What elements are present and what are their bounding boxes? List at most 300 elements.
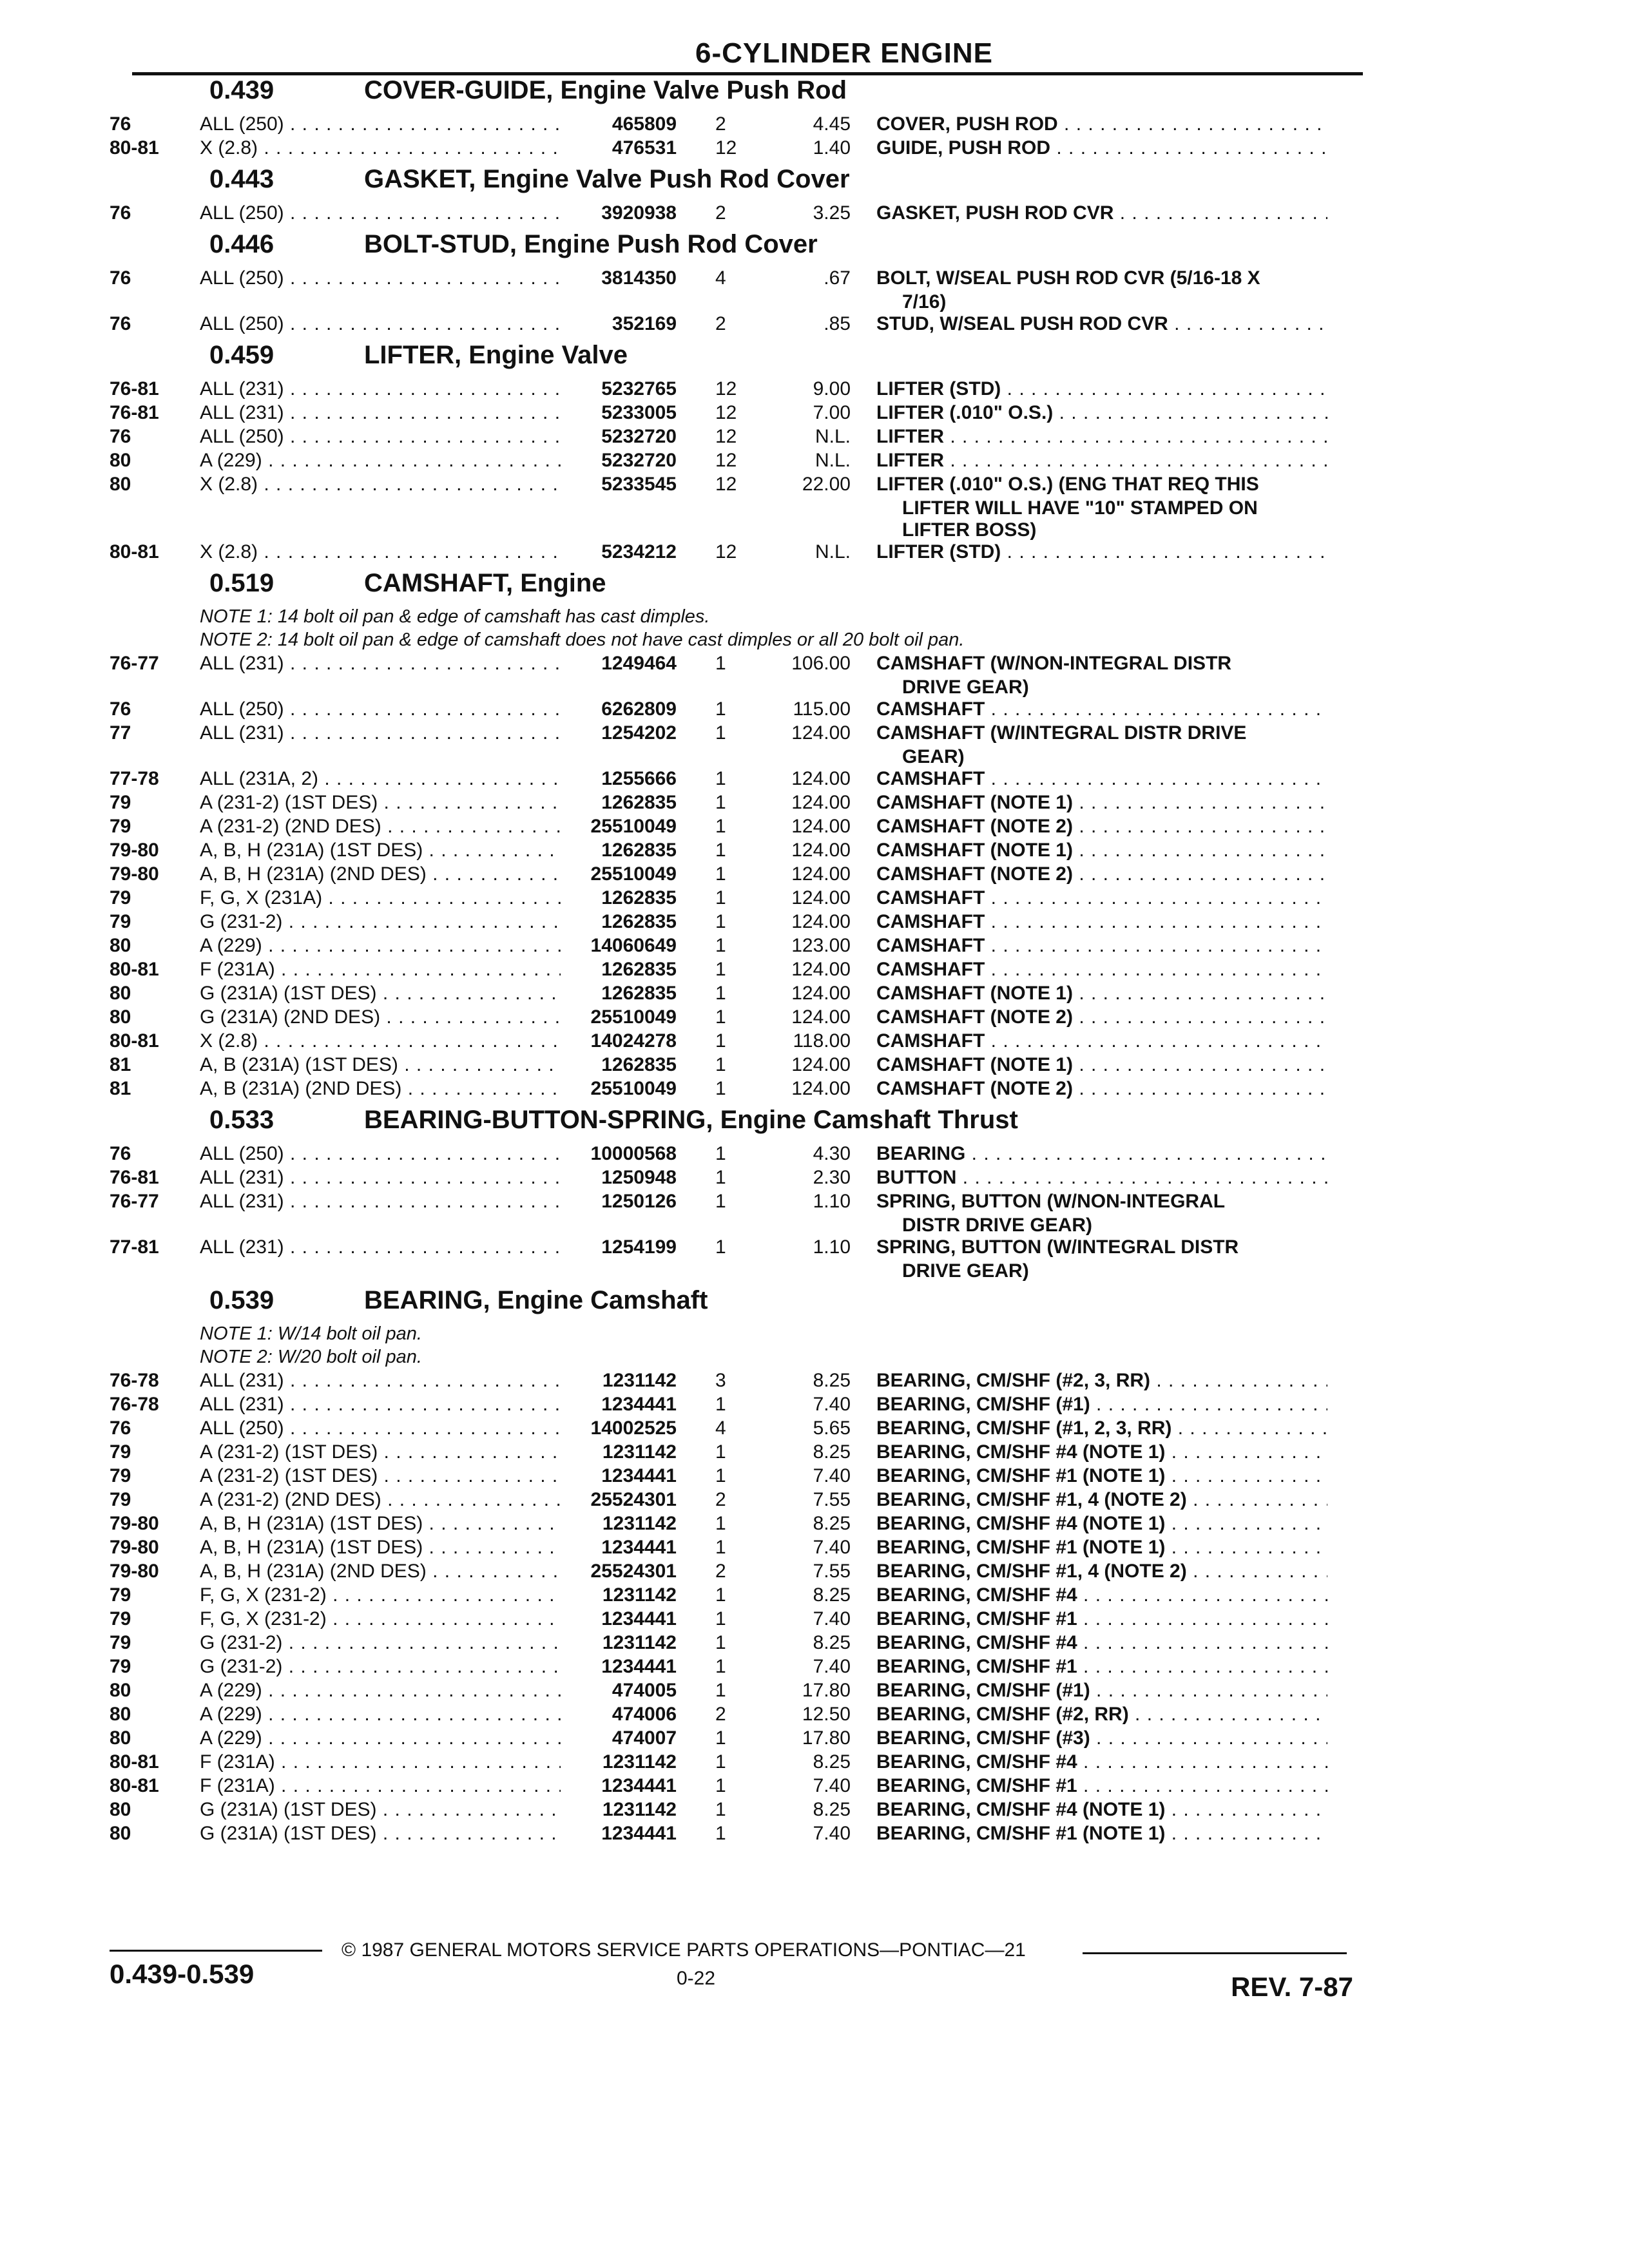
part-description [876,959,1327,981]
quantity: 12 [715,137,737,159]
part-description [876,840,1327,861]
application: G (231-2) . . . [200,911,561,933]
price: 7.00 [813,402,851,423]
footer-section-range: 0.439-0.539 [110,1959,255,1989]
part-description-text: BEARING . . . [876,1143,1327,1164]
quantity: 1 [715,1006,726,1028]
price: 7.40 [813,1394,851,1415]
section-heading [209,1286,1347,1323]
part-description-continued [110,291,1347,313]
model-year: 79-80 [110,1561,159,1582]
application: A (229) . . . [200,450,561,472]
part-number: 5232765 [601,378,677,399]
section-heading [209,1106,1347,1143]
price: 1.10 [813,1191,851,1212]
part-description [876,474,1327,495]
part-number: 25510049 [590,863,677,885]
part-number: 3814350 [601,267,677,289]
part-number: 5232720 [601,450,677,471]
section-note: NOTE 2: W/20 bolt oil pan. [200,1347,422,1367]
quantity: 2 [715,113,726,135]
catalog-section [110,230,1347,337]
section-heading [209,76,1347,113]
application: A, B (231A) (1ST DES) . . . [200,1054,561,1076]
catalog-section [110,1106,1347,1282]
part-number: 1262835 [601,887,677,908]
part-description-text: BEARING, CM/SHF #4 . . . [876,1584,1327,1606]
quantity: 1 [715,1054,726,1075]
part-description-continued-text: GEAR) [902,746,965,767]
part-description-text: BEARING, CM/SHF #1 (NOTE 1) . . . [876,1823,1327,1844]
part-description-continued [110,519,1347,541]
part-number: 1262835 [601,1054,677,1075]
page-header [132,37,1363,75]
part-number: 25510049 [590,1078,677,1099]
part-row [110,840,1347,863]
price: 115.00 [793,698,851,720]
part-number: 1262835 [601,959,677,980]
footer-copyright: © 1987 GENERAL MOTORS SERVICE PARTS OPERATIONS—PONTIAC—21 [342,1939,1026,1961]
part-number: 6262809 [601,698,677,720]
price: 7.40 [813,1823,851,1844]
model-year: 77-78 [110,768,159,789]
part-row [110,1006,1347,1030]
application: G (231-2) . . . [200,1656,561,1678]
part-description-continued-text: DISTR DRIVE GEAR) [902,1215,1093,1236]
quantity: 4 [715,267,726,289]
catalog-section [110,165,1347,226]
part-number: 1234441 [601,1465,677,1486]
part-description-text: BEARING, CM/SHF #4 . . . [876,1632,1327,1653]
part-number: 5233005 [601,402,677,423]
price: .85 [824,313,851,334]
part-description [876,1680,1327,1702]
quantity: 1 [715,1537,726,1558]
part-row [110,1823,1347,1847]
application: G (231A) (1ST DES) . . . [200,1823,561,1845]
part-row [110,1727,1347,1751]
price: 118.00 [793,1030,851,1052]
price: 7.40 [813,1537,851,1558]
price: 4.45 [813,113,851,135]
part-row [110,863,1347,887]
part-description [876,983,1327,1004]
part-description-text: BOLT, W/SEAL PUSH ROD CVR (5/16-18 X [876,267,1260,289]
part-description [876,1394,1327,1416]
part-description [876,1632,1327,1654]
application: ALL (250) . . . [200,113,561,135]
part-row [110,1489,1347,1513]
part-number: 5232720 [601,426,677,447]
application: ALL (231) . . . [200,1191,561,1213]
model-year: 76-78 [110,1370,159,1391]
price: 1.40 [813,137,851,159]
model-year: 79-80 [110,1513,159,1534]
part-description [876,450,1327,472]
section-heading [209,165,1347,202]
quantity: 4 [715,1418,726,1439]
part-description-continued-text: LIFTER WILL HAVE "10" STAMPED ON [902,497,1258,519]
price: 124.00 [791,1054,851,1075]
application: G (231A) (1ST DES) . . . [200,983,561,1004]
part-number: 476531 [612,137,677,159]
price: 3.25 [813,202,851,224]
price: 124.00 [791,792,851,813]
part-description [876,1775,1327,1797]
quantity: 1 [715,1680,726,1701]
part-number: 1262835 [601,911,677,932]
part-description-text: BEARING, CM/SHF (#2, 3, RR) . . . [876,1370,1327,1391]
quantity: 1 [715,1751,726,1773]
price: 106.00 [791,653,851,674]
part-number: 474006 [612,1704,677,1725]
price: 1.10 [813,1236,851,1258]
quantity: 1 [715,698,726,720]
part-row [110,267,1347,291]
quantity: 1 [715,935,726,956]
application: G (231A) (1ST DES) . . . [200,1799,561,1821]
section-number: 0.519 [209,569,275,597]
part-description-text: BEARING, CM/SHF #1 . . . [876,1656,1327,1677]
quantity: 1 [715,887,726,908]
part-number: 5234212 [601,541,677,562]
part-description [876,1537,1327,1559]
price: 8.25 [813,1632,851,1653]
price: 123.00 [791,935,851,956]
part-number: 14002525 [590,1418,677,1439]
quantity: 1 [715,1078,726,1099]
part-row [110,1418,1347,1441]
part-description-continued [110,497,1347,519]
part-description-text: CAMSHAFT . . . [876,911,1327,932]
part-row [110,887,1347,911]
price: .67 [824,267,851,289]
part-description [876,653,1327,675]
part-description-continued [110,746,1347,768]
model-year: 80-81 [110,137,159,159]
part-description [876,935,1327,957]
quantity: 1 [715,1608,726,1629]
section-note: NOTE 1: 14 bolt oil pan & edge of camshaft has cast dimples. [200,606,710,627]
part-description [876,1561,1327,1582]
part-description [876,816,1327,838]
part-number: 352169 [612,313,677,334]
part-description-text: BEARING, CM/SHF #1, 4 (NOTE 2) . . . [876,1489,1327,1510]
part-description [876,698,1327,720]
part-row [110,1632,1347,1656]
section-note: NOTE 1: W/14 bolt oil pan. [200,1323,422,1344]
part-row [110,959,1347,983]
part-number: 1234441 [601,1608,677,1629]
part-row [110,1191,1347,1215]
part-row [110,1561,1347,1584]
part-description [876,722,1327,744]
part-row [110,1370,1347,1394]
part-row [110,653,1347,677]
quantity: 12 [715,402,737,423]
part-number: 1262835 [601,840,677,861]
price: 7.40 [813,1775,851,1796]
model-year: 80 [110,1799,131,1820]
price: 7.40 [813,1608,851,1629]
price: 8.25 [813,1441,851,1463]
model-year: 79-80 [110,863,159,885]
application: X (2.8) . . . [200,541,561,563]
part-number: 465809 [612,113,677,135]
part-description-text: CAMSHAFT . . . [876,935,1327,956]
application: ALL (250) . . . [200,1143,561,1165]
model-year: 79 [110,792,131,813]
price: N.L. [815,426,851,447]
part-number: 10000568 [590,1143,677,1164]
model-year: 80 [110,1727,131,1749]
section-number: 0.459 [209,341,275,369]
part-description [876,1584,1327,1606]
model-year: 80 [110,1823,131,1844]
section-title: BEARING-BUTTON-SPRING, Engine Camshaft Thrust [364,1106,1018,1134]
catalog-section [110,341,1347,565]
part-description-text: BEARING, CM/SHF #1 . . . [876,1775,1327,1796]
price: 124.00 [791,1006,851,1028]
section-heading [209,569,1347,606]
quantity: 1 [715,1823,726,1844]
quantity: 1 [715,1727,726,1749]
part-description-text: BEARING, CM/SHF (#3) . . . [876,1727,1327,1749]
part-description-text: CAMSHAFT (NOTE 2) . . . [876,1006,1327,1028]
part-description-text: LIFTER (.010" O.S.) . . . [876,402,1327,423]
part-description-text: CAMSHAFT (W/NON-INTEGRAL DISTR [876,653,1232,674]
part-description-continued-text: LIFTER BOSS) [902,519,1037,541]
model-year: 80 [110,935,131,956]
quantity: 1 [715,1143,726,1164]
quantity: 1 [715,1656,726,1677]
quantity: 1 [715,1584,726,1606]
part-row [110,1394,1347,1418]
price: 7.40 [813,1465,851,1486]
part-description-text: BEARING, CM/SHF (#2, RR) . . . [876,1704,1327,1725]
part-description [876,137,1327,159]
quantity: 1 [715,1465,726,1486]
part-description-text: BEARING, CM/SHF #1 (NOTE 1) . . . [876,1465,1327,1486]
application: ALL (231) . . . [200,1236,561,1258]
quantity: 1 [715,768,726,789]
quantity: 1 [715,1167,726,1188]
model-year: 79 [110,1465,131,1486]
model-year: 79 [110,816,131,837]
quantity: 12 [715,450,737,471]
part-number: 1231142 [602,1751,677,1773]
application: F (231A) . . . [200,1775,561,1797]
part-description-text: CAMSHAFT (NOTE 2) . . . [876,1078,1327,1099]
part-row [110,1680,1347,1704]
application: A (231-2) (2ND DES) . . . [200,816,561,838]
part-description-text: CAMSHAFT (NOTE 2) . . . [876,816,1327,837]
part-description-text: CAMSHAFT . . . [876,768,1327,789]
part-description-continued [110,1260,1347,1282]
model-year: 80 [110,1006,131,1028]
model-year: 80-81 [110,541,159,562]
part-description-text: CAMSHAFT (NOTE 2) . . . [876,863,1327,885]
part-description [876,911,1327,933]
header-rule [132,72,1363,75]
model-year: 80-81 [110,1751,159,1773]
price: 124.00 [791,863,851,885]
application: A (229) . . . [200,1704,561,1725]
part-description-text: CAMSHAFT (NOTE 1) . . . [876,792,1327,813]
catalog-section [110,569,1347,1102]
part-description [876,1823,1327,1845]
quantity: 1 [715,911,726,932]
part-description [876,1441,1327,1463]
footer-rule-left [110,1950,322,1952]
model-year: 80-81 [110,1030,159,1052]
part-description [876,1006,1327,1028]
part-description [876,1799,1327,1821]
section-number: 0.443 [209,165,275,193]
model-year: 81 [110,1078,131,1099]
page-title: 6-CYLINDER ENGINE [695,37,993,69]
price: 8.25 [813,1513,851,1534]
application: ALL (231) . . . [200,402,561,424]
price: 124.00 [791,911,851,932]
price: 5.65 [813,1418,851,1439]
application: A (231-2) (2ND DES) . . . [200,1489,561,1511]
part-row [110,541,1347,565]
part-row [110,1537,1347,1561]
part-description [876,1704,1327,1725]
model-year: 76 [110,313,131,334]
part-description [876,1167,1327,1189]
part-row [110,1704,1347,1727]
part-row [110,1143,1347,1167]
part-description [876,1418,1327,1439]
application: X (2.8) . . . [200,1030,561,1052]
part-row [110,1513,1347,1537]
model-year: 80 [110,450,131,471]
application: A, B, H (231A) (1ST DES) . . . [200,1513,561,1535]
part-description [876,1751,1327,1773]
model-year: 79 [110,1584,131,1606]
price: 124.00 [791,840,851,861]
part-row [110,1078,1347,1102]
part-description-text: CAMSHAFT . . . [876,959,1327,980]
part-description-text: BEARING, CM/SHF (#1) . . . [876,1680,1327,1701]
part-description [876,1143,1327,1165]
part-number: 1231142 [602,1632,677,1653]
section-title: COVER-GUIDE, Engine Valve Push Rod [364,76,847,104]
part-number: 25510049 [590,816,677,837]
part-row [110,1799,1347,1823]
quantity: 12 [715,426,737,447]
part-description-text: LIFTER (STD) . . . [876,541,1327,562]
quantity: 1 [715,1441,726,1463]
part-number: 474007 [612,1727,677,1749]
quantity: 1 [715,722,726,744]
quantity: 1 [715,1799,726,1820]
model-year: 76-78 [110,1394,159,1415]
part-description [876,202,1327,224]
model-year: 76 [110,698,131,720]
part-number: 1231142 [602,1799,677,1820]
part-number: 1231142 [602,1370,677,1391]
part-description-continued-text: 7/16) [902,291,947,312]
price: 9.00 [813,378,851,399]
part-description-text: LIFTER . . . [876,450,1327,471]
part-description-text: GASKET, PUSH ROD CVR . . . [876,202,1327,224]
application: A, B (231A) (2ND DES) . . . [200,1078,561,1100]
quantity: 1 [715,653,726,674]
model-year: 79 [110,1632,131,1653]
part-row [110,402,1347,426]
quantity: 1 [715,1632,726,1653]
part-description-text: BEARING, CM/SHF #1 . . . [876,1608,1327,1629]
model-year: 79 [110,911,131,932]
application: A (229) . . . [200,1680,561,1702]
part-description [876,1656,1327,1678]
part-description-text: CAMSHAFT (NOTE 1) . . . [876,1054,1327,1075]
application: A (231-2) (1ST DES) . . . [200,1465,561,1487]
price: 124.00 [791,722,851,744]
section-title: BOLT-STUD, Engine Push Rod Cover [364,230,818,258]
quantity: 1 [715,792,726,813]
part-description [876,1054,1327,1076]
part-number: 14024278 [590,1030,677,1052]
part-description-text: BEARING, CM/SHF (#1) . . . [876,1394,1327,1415]
quantity: 1 [715,1394,726,1415]
price: 2.30 [813,1167,851,1188]
part-row [110,1030,1347,1054]
section-title: GASKET, Engine Valve Push Rod Cover [364,165,850,193]
model-year: 76-81 [110,402,159,423]
quantity: 12 [715,541,737,562]
price: 4.30 [813,1143,851,1164]
part-description-text: BEARING, CM/SHF #4 . . . [876,1751,1327,1773]
catalog-section [110,1286,1347,1847]
quantity: 1 [715,1236,726,1258]
model-year: 76 [110,1143,131,1164]
quantity: 1 [715,983,726,1004]
quantity: 2 [715,1489,726,1510]
price: 7.55 [813,1561,851,1582]
part-description-text: LIFTER (.010" O.S.) (ENG THAT REQ THIS [876,474,1259,495]
application: F, G, X (231A) . . . [200,887,561,909]
part-description [876,1370,1327,1392]
catalog-section [110,76,1347,161]
price: 124.00 [791,816,851,837]
quantity: 1 [715,959,726,980]
model-year: 79 [110,887,131,908]
part-description [876,1727,1327,1749]
quantity: 1 [715,1030,726,1052]
model-year: 79-80 [110,840,159,861]
application: A (229) . . . [200,935,561,957]
section-title: BEARING, Engine Camshaft [364,1286,708,1314]
part-description [876,1236,1327,1258]
price: 8.25 [813,1799,851,1820]
section-number: 0.539 [209,1286,275,1314]
part-description [876,541,1327,563]
part-number: 1231142 [602,1584,677,1606]
model-year: 76 [110,1418,131,1439]
part-number: 1234441 [601,1775,677,1796]
part-description [876,313,1327,335]
part-description-text: BEARING, CM/SHF #4 (NOTE 1) . . . [876,1441,1327,1463]
part-number: 14060649 [590,935,677,956]
application: A, B, H (231A) (1ST DES) . . . [200,840,561,861]
part-row [110,1751,1347,1775]
part-description-continued [110,1215,1347,1236]
part-row [110,1656,1347,1680]
